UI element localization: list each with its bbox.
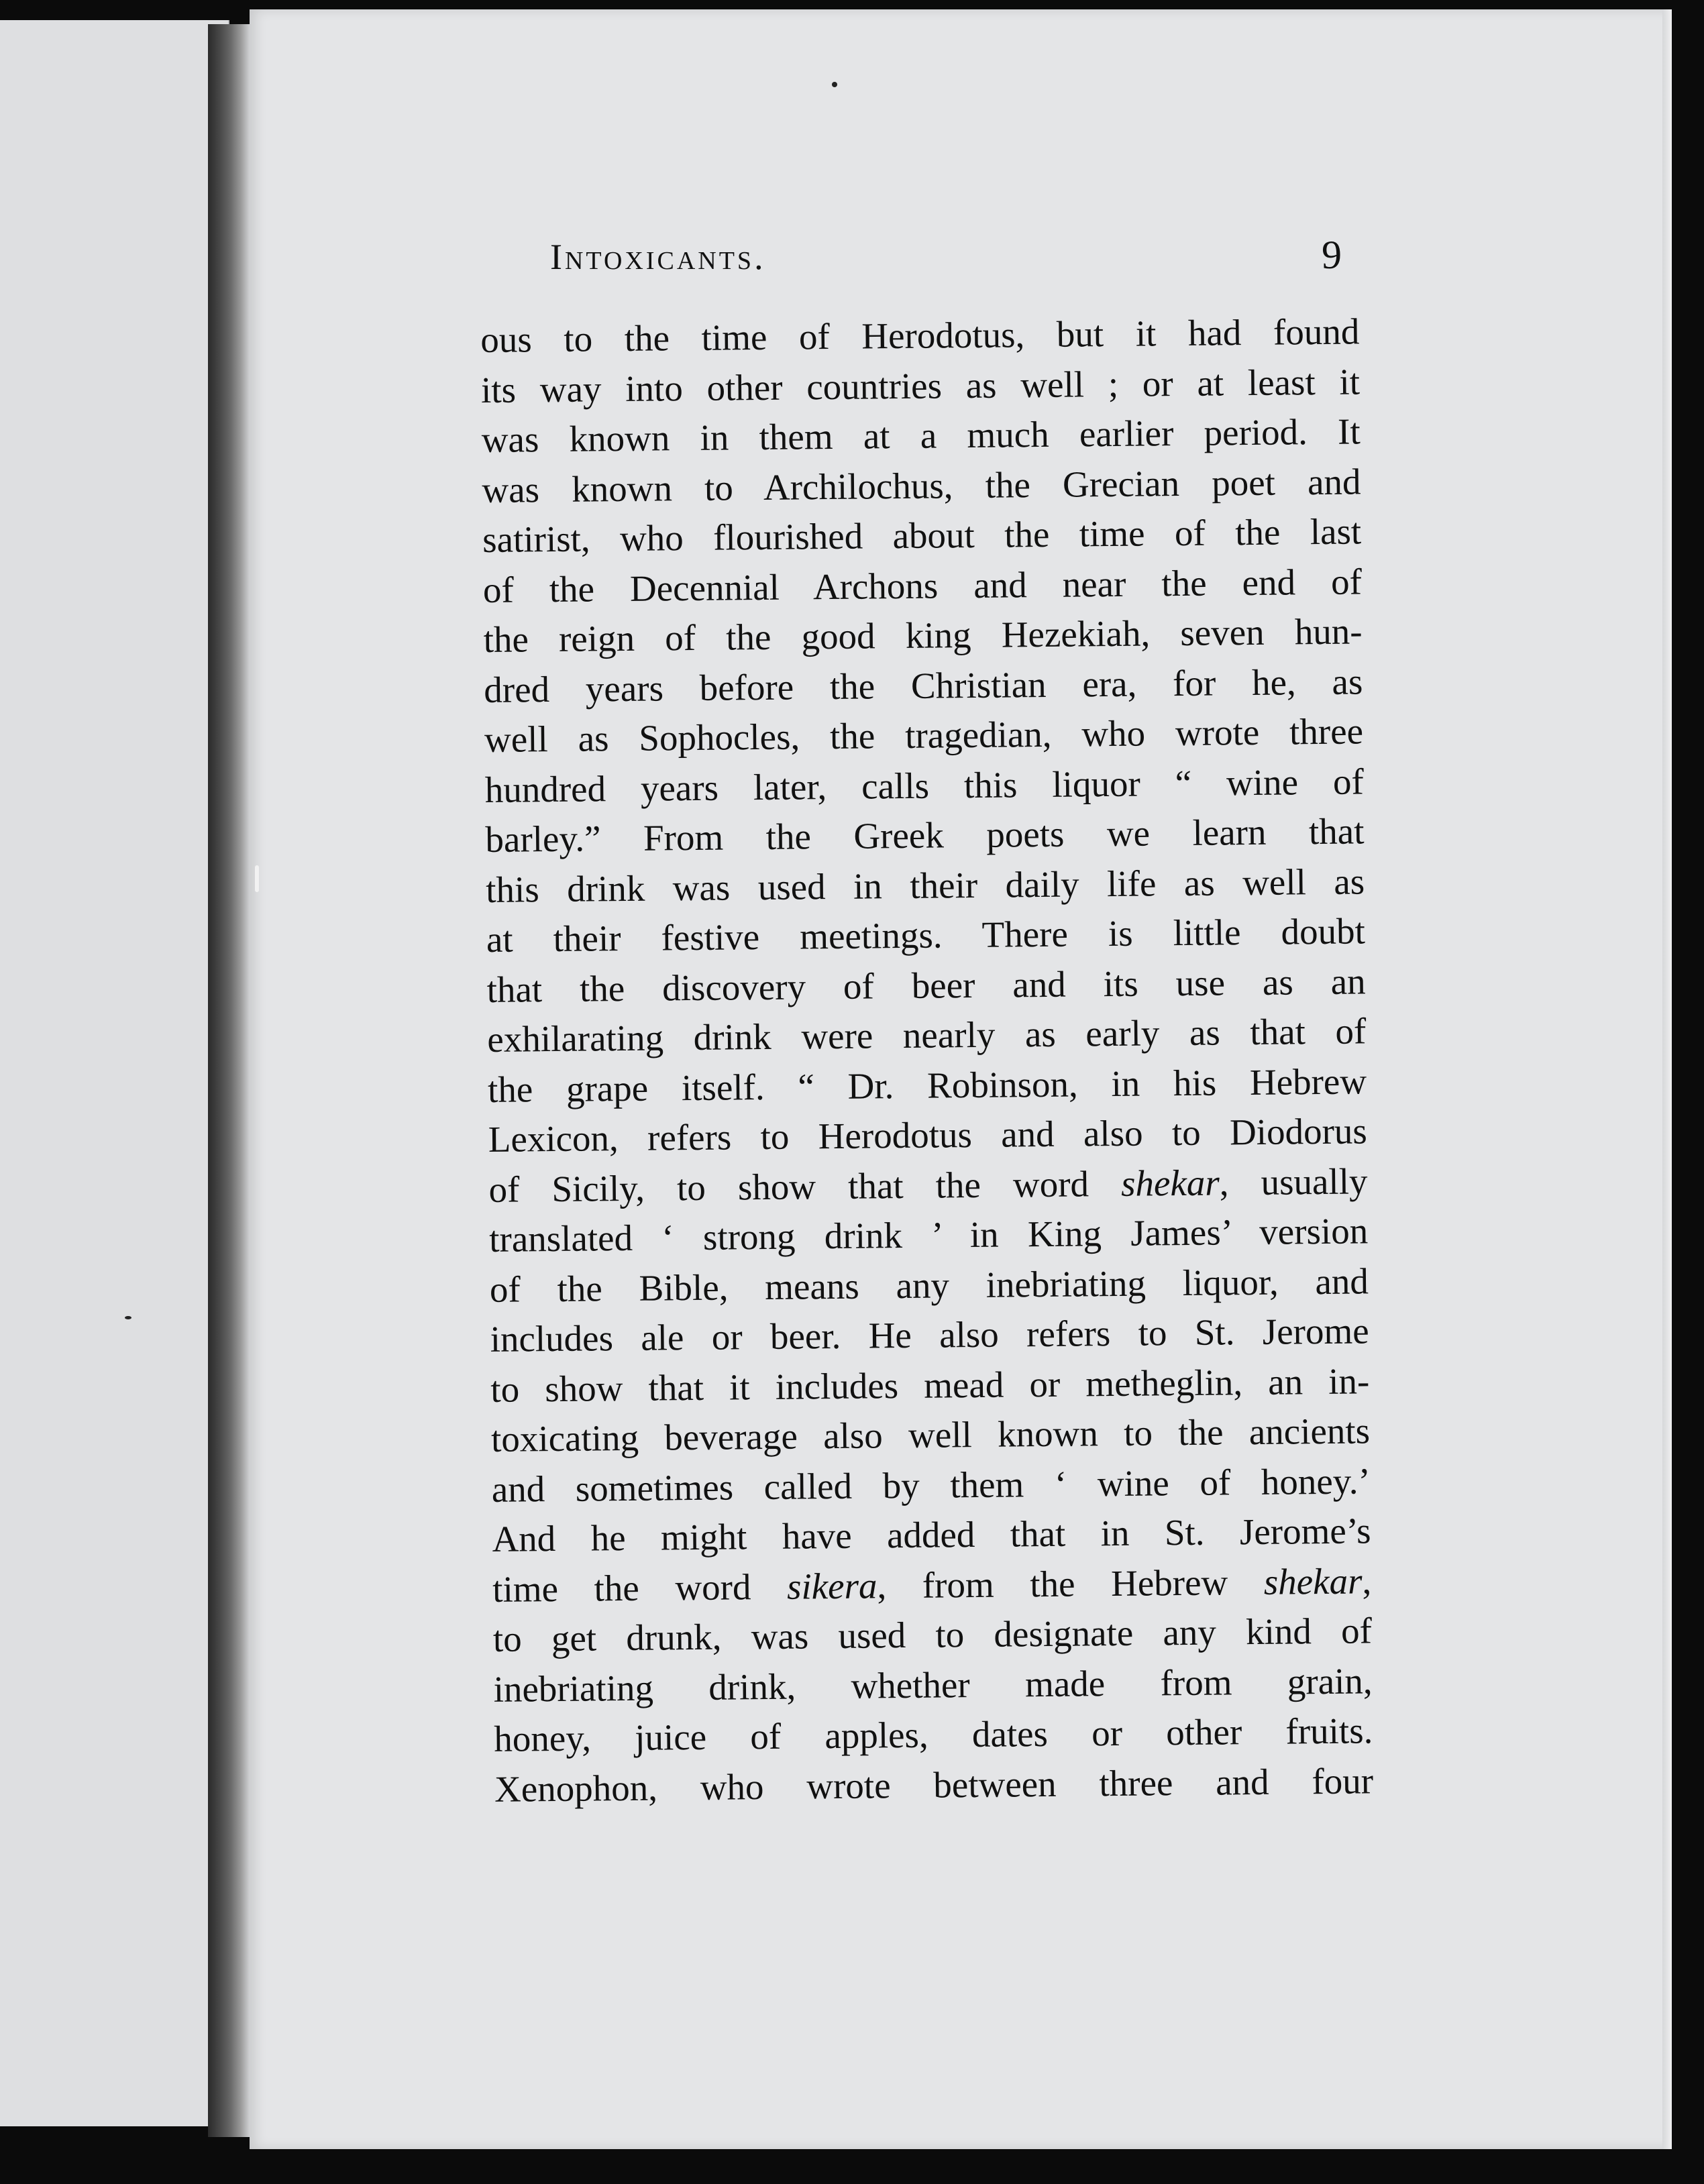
text-line — [491, 1406, 1371, 1464]
text-line — [492, 1556, 1372, 1615]
text-run: , usually — [1219, 1160, 1368, 1203]
text-line — [481, 406, 1361, 465]
text-line — [488, 1056, 1367, 1115]
text-run: to show that it includes mead or metheglin, an in- — [490, 1360, 1370, 1410]
text-run: inebriating drink, whether made from grain, — [493, 1659, 1373, 1710]
text-line — [486, 957, 1366, 1015]
text-line — [488, 1156, 1368, 1215]
text-run: Lexicon, refers to Herodotus and also to Diodorus — [488, 1110, 1368, 1160]
text-run: at their festive meetings. There is little doubt — [486, 910, 1366, 960]
text-line — [493, 1656, 1373, 1714]
text-run: to get drunk, was used to designate any kind of — [492, 1610, 1373, 1659]
text-run: the grape itself. “ Dr. Robinson, in his Hebrew — [487, 1060, 1367, 1110]
text-run: toxicating beverage also well known to the ancients — [490, 1410, 1371, 1460]
text-run: the reign of the good king Hezekiah, seven hun- — [483, 610, 1363, 660]
text-run: translated ‘ strong drink ’ in King James’ version — [488, 1210, 1369, 1260]
text-run: includes ale or beer. He also refers to St. Jerome — [490, 1310, 1369, 1360]
text-line — [491, 1456, 1371, 1515]
text-line — [484, 706, 1364, 765]
running-head — [550, 233, 1342, 290]
text-line — [483, 557, 1363, 615]
text-line — [485, 806, 1365, 865]
text-run: exhilarating drink were nearly as early as that of — [487, 1010, 1367, 1060]
text-run: ous to the time of Herodotus, but it had found — [480, 311, 1360, 360]
text-run: was known in them at a much earlier period. It — [481, 411, 1361, 460]
text-line — [490, 1256, 1369, 1315]
text-line — [493, 1606, 1373, 1664]
page-number: 9 — [1322, 233, 1342, 277]
text-run: of Sicily, to show that the word — [488, 1162, 1122, 1210]
text-line — [492, 1506, 1371, 1564]
text-run: barley.” From the Greek poets we learn that — [485, 810, 1365, 860]
text-run: its way into other countries as well ; or at least it — [480, 360, 1361, 411]
text-run: of the Decennial Archons and near the end of — [482, 560, 1363, 610]
text-run: satirist, who flourished about the time of the last — [482, 510, 1362, 560]
text-line — [490, 1356, 1370, 1415]
italic-word: sikera — [786, 1564, 877, 1607]
text-run: this drink was used in their daily life as well as — [485, 860, 1365, 910]
text-line — [482, 506, 1362, 565]
text-run: of the Bible, means any inebriating liquor, and — [489, 1260, 1369, 1310]
text-line — [482, 457, 1361, 515]
text-line — [490, 1306, 1369, 1364]
text-run: time the word — [492, 1566, 788, 1610]
text-line — [480, 307, 1360, 365]
text-run: , from the Hebrew — [877, 1561, 1265, 1606]
text-line — [484, 657, 1363, 715]
text-run: honey, juice of apples, dates or other fruits. — [494, 1710, 1373, 1759]
ink-speck — [125, 1316, 131, 1319]
text-line — [486, 857, 1365, 915]
book-gutter — [208, 24, 250, 2137]
text-run: that the discovery of beer and its use as an — [486, 960, 1366, 1010]
text-line — [484, 757, 1364, 815]
text-run: and sometimes called by them ‘ wine of honey.’ — [491, 1460, 1371, 1510]
text-line — [494, 1756, 1374, 1814]
ink-speck — [832, 82, 837, 87]
text-run: hundred years later, calls this liquor “ wine of — [484, 760, 1365, 810]
ink-speck — [255, 865, 259, 892]
text-run: well as Sophocles, the tragedian, who wrote three — [484, 710, 1364, 760]
text-run: was known to Archilochus, the Grecian poet and — [482, 460, 1361, 510]
text-line — [481, 357, 1361, 415]
page-edge — [1662, 9, 1672, 2149]
text-line — [483, 606, 1363, 665]
facing-page-edge — [0, 20, 229, 2126]
text-line — [487, 1006, 1367, 1064]
text-run: , — [1362, 1560, 1372, 1601]
running-title: Intoxicants. — [550, 237, 766, 277]
text-run: And he might have added that in St. Jerome’s — [492, 1510, 1371, 1560]
text-line — [486, 906, 1366, 965]
italic-word: shekar — [1120, 1161, 1220, 1204]
text-line — [488, 1106, 1367, 1164]
text-run: Xenophon, who wrote between three and four — [494, 1759, 1374, 1810]
text-line — [494, 1706, 1373, 1764]
body-text — [480, 307, 1373, 1814]
text-line — [489, 1206, 1369, 1264]
text-run: dred years before the Christian era, for he, as — [484, 660, 1363, 710]
italic-word: shekar — [1263, 1560, 1363, 1602]
